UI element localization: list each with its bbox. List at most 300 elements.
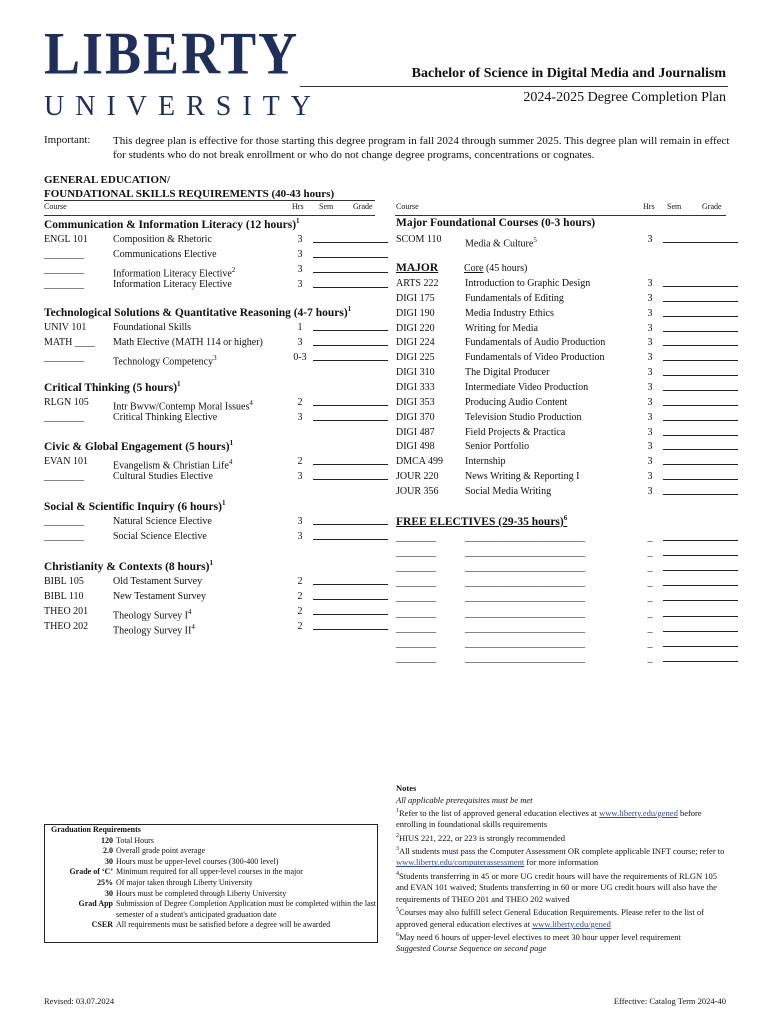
course-hours: 3 — [647, 441, 653, 453]
grade-blank[interactable] — [700, 636, 738, 650]
grade-blank[interactable] — [700, 335, 738, 349]
grad-row — [45, 857, 377, 868]
sem-line — [663, 232, 701, 243]
sem-blank[interactable] — [663, 545, 701, 559]
grade-blank[interactable] — [350, 454, 388, 468]
course-code: JOUR 356 — [396, 485, 439, 497]
sem-line — [313, 514, 351, 525]
grade-blank[interactable] — [350, 589, 388, 603]
sem-line — [663, 306, 701, 317]
grade-line — [700, 575, 738, 586]
grade-line — [350, 454, 388, 465]
course-name: Social Media Writing — [465, 485, 552, 497]
course-hours: 3 — [297, 279, 303, 290]
grade-line — [350, 320, 388, 331]
grad-value: Overall grade point average — [116, 846, 206, 856]
course-name: Theology Survey $I^4$ — [113, 608, 192, 622]
grade-blank[interactable] — [700, 306, 738, 320]
sem-line — [313, 395, 351, 406]
course-name: ________________________ — [465, 637, 585, 649]
university-logo-wordmark: UNIVERSITY — [44, 91, 322, 122]
course-code: ________ — [44, 516, 84, 527]
grade-blank[interactable] — [700, 590, 738, 604]
sem-blank[interactable] — [663, 484, 701, 498]
course-footnote: 4 — [188, 608, 192, 616]
note-1: $^1$Refer to the list of approved general education electives at www.liberty.edu/gened before enrolling in foundational skills requirements — [396, 807, 702, 830]
course-code: ________ — [396, 532, 436, 543]
course-hours: _ — [647, 577, 653, 589]
course-name: Theology Survey $II^4$ — [113, 623, 195, 637]
grade-line — [700, 410, 738, 421]
grade-line — [700, 560, 738, 571]
course-hours: 3 — [297, 234, 303, 245]
grad-row — [45, 899, 377, 920]
course-hours: 3 — [297, 264, 303, 275]
grad-value: Minimum required for all upper-level courses in the major — [116, 867, 303, 877]
core-label: Core (45 hours) — [464, 263, 528, 274]
col-hrs-left: Hrs — [292, 202, 304, 211]
grade-blank[interactable] — [700, 425, 738, 439]
grade-line — [350, 529, 388, 540]
course-hours: 3 — [647, 278, 653, 289]
course-hours: 2 — [297, 576, 303, 587]
grade-blank[interactable] — [700, 545, 738, 559]
sem-blank[interactable] — [313, 232, 351, 246]
course-code: SCOM 110 — [396, 234, 442, 245]
grad-row — [45, 867, 377, 878]
grade-line — [350, 335, 388, 346]
grade-line — [700, 380, 738, 391]
course-code: DIGI 220 — [396, 322, 435, 334]
sem-line — [313, 454, 351, 465]
notes-intro: All applicable prerequisites must be met — [396, 794, 533, 805]
sem-blank[interactable] — [663, 636, 701, 650]
course-code: DIGI 498 — [396, 441, 435, 453]
sem-blank[interactable] — [663, 365, 701, 379]
course-hours: _ — [647, 622, 653, 634]
course-code: DIGI 370 — [396, 411, 435, 423]
grade-blank[interactable] — [350, 277, 388, 291]
course-name: ________________________ — [465, 562, 585, 574]
section-title: Critical Thinking (5 hours)$^1$ — [44, 380, 181, 394]
grade-blank[interactable] — [700, 291, 738, 305]
graduation-requirements-box — [44, 824, 378, 943]
grade-line — [700, 365, 738, 376]
course-code: ENGL 101 — [44, 234, 88, 245]
course-name: ________________________ — [465, 622, 585, 634]
sem-blank[interactable] — [663, 575, 701, 589]
course-name: Fundamentals of Video Production — [465, 352, 605, 364]
sem-blank[interactable] — [663, 232, 701, 246]
sem-line — [663, 621, 701, 632]
sem-line — [663, 335, 701, 346]
course-name: Producing Audio Content — [465, 396, 568, 408]
sem-blank[interactable] — [663, 350, 701, 364]
free-electives-title: FREE ELECTIVES (29-35 hours)$^6$ — [396, 514, 568, 528]
gened-heading-2: FOUNDATIONAL SKILLS REQUIREMENTS (40-43 hours) — [44, 188, 335, 200]
sem-line — [663, 590, 701, 601]
course-name: Information Literacy Elective$^2$ — [113, 266, 236, 280]
grade-blank[interactable] — [700, 560, 738, 574]
grade-blank[interactable] — [700, 365, 738, 379]
grad-title: Graduation Requirements — [51, 825, 141, 834]
grade-line — [700, 651, 738, 662]
course-hours: 3 — [297, 471, 303, 482]
course-hours: _ — [647, 637, 653, 649]
course-name: Communications Elective — [113, 249, 217, 260]
course-code: ________ — [44, 264, 84, 275]
section-title: Christianity & Contexts (8 hours)$^1$ — [44, 559, 213, 573]
course-hours: 3 — [647, 396, 653, 408]
course-hours: 3 — [647, 485, 653, 497]
course-name: ________________________ — [465, 547, 585, 559]
header-rule — [300, 86, 728, 87]
sem-line — [663, 606, 701, 617]
course-name: The Digital Producer — [465, 367, 550, 379]
grad-key: 2.0 — [103, 846, 113, 856]
course-name: ________________________ — [465, 592, 585, 604]
course-hours: 3 — [297, 249, 303, 260]
sem-blank[interactable] — [313, 454, 351, 468]
grade-blank[interactable] — [700, 454, 738, 468]
section-footnote: 1 — [296, 217, 300, 225]
section-title: Communication & Information Literacy (12 hours)$^1$ — [44, 217, 300, 231]
col-hrs-right: Hrs — [643, 202, 655, 211]
sem-blank[interactable] — [663, 651, 701, 665]
revised-date: Revised: 03.07.2024 — [44, 996, 115, 1006]
course-footnote: 4 — [191, 623, 195, 631]
grade-blank[interactable] — [350, 469, 388, 483]
course-name: Senior Portfolio — [465, 441, 530, 453]
section-footnote: 1 — [177, 380, 181, 388]
notes-sequence: Suggested Course Sequence on second page — [396, 943, 547, 954]
grad-value: All requirements must be satisfied before a degree will be awarded — [116, 920, 331, 930]
sem-line — [313, 604, 351, 615]
sem-line — [663, 651, 701, 662]
sem-blank[interactable] — [663, 335, 701, 349]
sem-line — [663, 350, 701, 361]
sem-line — [313, 619, 351, 630]
sem-line — [663, 484, 701, 495]
grade-blank[interactable] — [350, 247, 388, 261]
course-name: Media Industry Ethics — [465, 307, 554, 319]
sem-blank[interactable] — [313, 514, 351, 528]
sem-blank[interactable] — [313, 619, 351, 633]
sem-blank[interactable] — [663, 380, 701, 394]
sem-line — [313, 469, 351, 480]
grade-blank[interactable] — [350, 350, 388, 364]
grade-line — [350, 232, 388, 243]
course-code: ________ — [396, 592, 436, 604]
course-hours: 3 — [297, 516, 303, 527]
grade-blank[interactable] — [700, 530, 738, 544]
grade-line — [700, 276, 738, 287]
course-name: Foundational Skills — [113, 322, 192, 333]
grade-line — [700, 530, 738, 541]
grad-key: CSER — [91, 920, 113, 930]
sem-blank[interactable] — [313, 320, 351, 334]
course-name: Technology Competency$^3$ — [113, 354, 217, 368]
grade-line — [350, 277, 388, 288]
grad-key: Grad App — [78, 899, 113, 909]
grade-blank[interactable] — [700, 276, 738, 290]
section-footnote: 1 — [221, 499, 226, 507]
section-footnote: 1 — [347, 305, 352, 313]
course-name: Fundamentals of Editing — [465, 292, 564, 304]
course-hours: _ — [647, 592, 653, 604]
course-name: Evangelism & Christian Life$^4$ — [113, 458, 233, 472]
sem-line — [663, 276, 701, 287]
major-label: MAJOR — [396, 262, 439, 274]
course-name: Writing for Media — [465, 322, 538, 334]
course-name: Field Projects & Practica — [465, 426, 566, 438]
note-4: $^4$Students transferring in 45 or more UG credit hours will have the requirements of RLGN 105 and EVAN 101 waived; Students transferring in 60 or more UG credit hours will also have the requirements of THEO 201 and THEO 202 waived — [396, 870, 717, 904]
course-footnote: 4 — [228, 458, 233, 466]
sem-blank[interactable] — [313, 469, 351, 483]
left-colhead-rule — [44, 215, 375, 216]
grade-blank[interactable] — [350, 604, 388, 618]
grad-value: Hours must be completed through Liberty University — [116, 888, 287, 898]
sem-blank[interactable] — [663, 410, 701, 424]
grad-row — [45, 878, 377, 889]
grad-key: 30 — [105, 856, 113, 866]
grade-line — [700, 395, 738, 406]
core-word: Core — [464, 263, 484, 274]
grade-blank[interactable] — [350, 410, 388, 424]
sem-blank[interactable] — [313, 410, 351, 424]
course-code: ________ — [396, 577, 436, 589]
sem-line — [313, 529, 351, 540]
course-code: DIGI 353 — [396, 396, 435, 408]
section-footnote: 1 — [209, 559, 213, 567]
col-grade-left: Grade — [353, 202, 373, 211]
grade-blank[interactable] — [350, 232, 388, 246]
grade-blank[interactable] — [350, 574, 388, 588]
grade-blank[interactable] — [700, 606, 738, 620]
notes-block — [396, 783, 726, 955]
grade-blank[interactable] — [350, 529, 388, 543]
grade-blank[interactable] — [700, 395, 738, 409]
grade-line — [700, 335, 738, 346]
grade-blank[interactable] — [700, 484, 738, 498]
effective-term: Effective: Catalog Term 2024-40 — [613, 996, 726, 1006]
course-code: DIGI 487 — [396, 426, 435, 438]
grade-blank[interactable] — [700, 321, 738, 335]
sem-blank[interactable] — [313, 350, 351, 364]
sem-line — [663, 395, 701, 406]
course-name: New Testament Survey — [113, 591, 206, 602]
important-text: This degree plan is effective for those starting this degree program in fall 2024 through summer 2025. This degree plan will remain in effect for students who do not break enrollment or who do not change degree programs, concentrations or cognates. — [113, 135, 730, 161]
course-hours: 3 — [647, 322, 653, 334]
sem-blank[interactable] — [663, 291, 701, 305]
grade-blank[interactable] — [350, 395, 388, 409]
note-2: $^2$HIUS 221, 222, or 223 is strongly recommended — [396, 832, 565, 843]
course-name: Social Science Elective — [113, 531, 207, 542]
section-title: Social & Scientific Inquiry (6 hours)$^1$ — [44, 499, 226, 513]
grade-line — [700, 439, 738, 450]
sem-blank[interactable] — [663, 276, 701, 290]
sem-line — [313, 574, 351, 585]
sem-blank[interactable] — [663, 306, 701, 320]
course-hours: 3 — [647, 471, 653, 483]
note-5: $^5$Courses may also fulfill select General Education Requirements. Please refer to the list of approved general education electives at www.liberty.edu/gened — [396, 907, 704, 929]
grade-blank[interactable] — [700, 380, 738, 394]
course-name: Intermediate Video Production — [465, 381, 589, 393]
sem-blank[interactable] — [313, 574, 351, 588]
course-name: Old Testament Survey — [113, 576, 203, 587]
sem-line — [663, 321, 701, 332]
sem-blank[interactable] — [313, 395, 351, 409]
grade-blank[interactable] — [700, 651, 738, 665]
section-footnote: 1 — [229, 439, 234, 447]
grad-row — [45, 836, 377, 847]
sem-blank[interactable] — [663, 454, 701, 468]
course-code: MATH ____ — [44, 337, 95, 348]
sem-line — [663, 380, 701, 391]
course-code: ________ — [396, 607, 436, 619]
grade-line — [700, 291, 738, 302]
gened-link[interactable]: www.liberty.edu/gened — [599, 807, 678, 818]
course-hours: 3 — [647, 456, 653, 468]
grade-line — [350, 619, 388, 630]
sem-blank[interactable] — [663, 469, 701, 483]
grade-blank[interactable] — [700, 575, 738, 589]
grade-blank[interactable] — [700, 350, 738, 364]
sem-blank[interactable] — [313, 604, 351, 618]
sem-line — [663, 425, 701, 436]
important-label: Important: — [44, 134, 91, 146]
grade-blank[interactable] — [700, 621, 738, 635]
grade-line — [700, 350, 738, 361]
course-code: DIGI 175 — [396, 292, 435, 304]
grad-value: Of major taken through Liberty University — [116, 877, 253, 887]
course-code: ________ — [396, 622, 436, 634]
course-name: Fundamentals of Audio Production — [465, 337, 606, 349]
grade-line — [700, 469, 738, 480]
course-hours: _ — [647, 532, 653, 543]
sem-line — [663, 454, 701, 465]
sem-blank[interactable] — [663, 590, 701, 604]
computer-assessment-link[interactable]: www.liberty.edu/computerassessment — [396, 857, 525, 868]
page-subtitle: 2024-2025 Degree Completion Plan — [523, 90, 726, 105]
grad-row — [45, 889, 377, 900]
course-hours: _ — [647, 652, 653, 664]
section-title: Technological Solutions & Quantitative Reasoning (4-7 hours)$^1$ — [44, 305, 352, 319]
grade-line — [350, 410, 388, 421]
course-code: THEO 202 — [44, 621, 89, 632]
liberty-logo-wordmark: LIBERTY — [44, 19, 300, 87]
sem-line — [663, 410, 701, 421]
grad-value: Total Hours — [116, 835, 154, 845]
course-code: DIGI 333 — [396, 381, 435, 393]
grade-line — [700, 590, 738, 601]
grade-line — [700, 425, 738, 436]
course-name: Cultural Studies Elective — [113, 471, 213, 482]
course-name: Math Elective (MATH 114 or higher) — [113, 337, 263, 348]
course-hours: 2 — [297, 397, 303, 408]
sem-blank[interactable] — [663, 621, 701, 635]
course-code: ________ — [44, 279, 84, 290]
grade-blank[interactable] — [700, 410, 738, 424]
sem-blank[interactable] — [663, 425, 701, 439]
grad-row — [45, 920, 377, 931]
sem-blank[interactable] — [663, 395, 701, 409]
page-title: Bachelor of Science in Digital Media and Journalism — [411, 66, 726, 81]
grade-line — [350, 514, 388, 525]
sem-line — [313, 320, 351, 331]
sem-blank[interactable] — [313, 277, 351, 291]
grade-line — [700, 606, 738, 617]
grade-line — [700, 454, 738, 465]
course-hours: 3 — [647, 426, 653, 438]
grade-line — [350, 604, 388, 615]
grade-blank[interactable] — [350, 514, 388, 528]
course-name: Intr Bwvw/Contemp Moral Issues$^4$ — [113, 399, 253, 413]
sem-blank[interactable] — [663, 439, 701, 453]
sem-line — [313, 335, 351, 346]
sem-blank[interactable] — [663, 606, 701, 620]
grad-key: 30 — [105, 888, 113, 898]
grade-blank[interactable] — [350, 320, 388, 334]
grade-blank[interactable] — [700, 232, 738, 246]
course-code: UNIV 101 — [44, 322, 87, 333]
sem-blank[interactable] — [313, 262, 351, 276]
sem-line — [663, 439, 701, 450]
grad-row — [45, 846, 377, 857]
grade-line — [700, 636, 738, 647]
course-code: ________ — [396, 562, 436, 574]
sem-blank[interactable] — [313, 589, 351, 603]
course-code: DIGI 225 — [396, 352, 435, 364]
sem-line — [313, 247, 351, 258]
sem-blank[interactable] — [663, 530, 701, 544]
sem-line — [313, 262, 351, 273]
course-hours: 3 — [647, 381, 653, 393]
sem-line — [663, 365, 701, 376]
grade-line — [700, 484, 738, 495]
course-hours: 2 — [297, 591, 303, 602]
sem-line — [663, 530, 701, 541]
grade-blank[interactable] — [350, 262, 388, 276]
mfc-title: Major Foundational Courses (0-3 hours) — [396, 217, 596, 229]
sem-blank[interactable] — [663, 321, 701, 335]
grade-line — [350, 469, 388, 480]
sem-blank[interactable] — [313, 529, 351, 543]
course-code: THEO 201 — [44, 606, 89, 617]
grade-blank[interactable] — [350, 335, 388, 349]
grad-value: Hours must be upper-level courses (300-400 level) — [116, 856, 279, 866]
sem-blank[interactable] — [663, 560, 701, 574]
sem-blank[interactable] — [313, 335, 351, 349]
grade-blank[interactable] — [700, 469, 738, 483]
course-hours: 3 — [647, 292, 653, 304]
grade-blank[interactable] — [350, 619, 388, 633]
sem-blank[interactable] — [313, 247, 351, 261]
course-code: ________ — [44, 471, 84, 482]
course-code: EVAN 101 — [44, 456, 88, 467]
course-name: Information Literacy Elective — [113, 279, 232, 290]
gened-rule — [44, 200, 375, 201]
grad-value: Submission of Degree Completion Application must be completed within the last semester of a student's anticipated graduation date — [116, 899, 376, 919]
course-hours: 0-3 — [293, 352, 307, 363]
course-code: DIGI 224 — [396, 337, 435, 349]
grad-key: 120 — [101, 835, 113, 845]
course-code: BIBL 110 — [44, 591, 84, 602]
course-name: Media & Culture$^5$ — [465, 236, 537, 250]
grade-blank[interactable] — [700, 439, 738, 453]
course-footnote: 2 — [231, 266, 236, 274]
gened-link-2[interactable]: www.liberty.edu/gened — [532, 918, 611, 929]
